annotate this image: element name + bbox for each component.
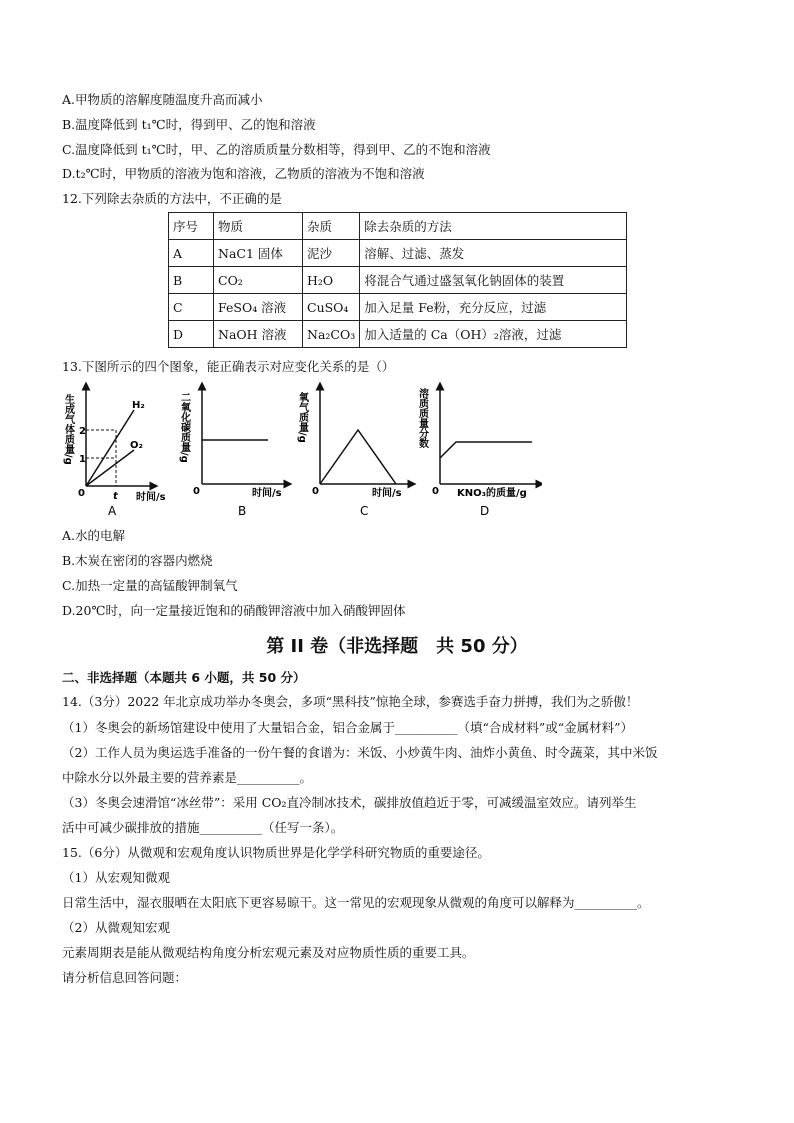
q14-line: 中除水分以外最主要的营养素是__________。 xyxy=(62,770,313,785)
q15-stem: 15.（6分）从微观和宏观角度认识物质世界是化学学科研究物质的重要途径。 xyxy=(62,845,490,860)
graph-a-series-label: H₂ xyxy=(132,400,145,411)
graph-b-origin: 0 xyxy=(193,486,200,497)
graph-a-origin: 0 xyxy=(78,488,85,499)
graph-d xyxy=(417,386,541,518)
graph-b xyxy=(179,386,289,518)
graph-a xyxy=(63,386,166,518)
graph-b-caption: B xyxy=(238,504,247,518)
table-cell: H₂O xyxy=(303,267,360,294)
graph-c-ylabel: 氧气质量/g xyxy=(296,392,308,443)
q13-option-d: D.20℃时，向一定量接近饱和的硝酸钾溶液中加入硝酸钾固体 xyxy=(62,603,406,618)
q14-line: （3）冬奥会速滑馆“冰丝带”：采用 CO₂直冷制冰技术，碳排放值趋近于零，可减缓温室效应。请列举生 xyxy=(62,795,637,810)
q14-stem: 14.（3分）2022 年北京成功举办冬奥会，多项“黑科技”惊艳全球，参赛选手奋力拼搏，我们为之骄傲！ xyxy=(62,694,639,709)
q12-table xyxy=(168,212,627,348)
table-cell: NaOH 溶液 xyxy=(214,321,303,348)
graph-c-xlabel: 时间/s xyxy=(372,488,402,499)
q13-option-a: A.水的电解 xyxy=(62,528,126,543)
graph-d-xlabel: KNO₃的质量/g xyxy=(457,488,527,499)
q13-option-c: C.加热一定量的高锰酸钾制氧气 xyxy=(62,578,238,593)
graph-c-line xyxy=(320,430,396,484)
table-row xyxy=(169,321,627,348)
part2-heading: 二、非选择题（本题共 6 小题，共 50 分） xyxy=(62,670,306,685)
graph-a-series-label: O₂ xyxy=(130,440,143,451)
q13-graphs xyxy=(62,378,542,518)
graph-c-caption: C xyxy=(360,504,369,518)
q15-line: 日常生活中，湿衣服晒在太阳底下更容易晾干。这一常见的宏观现象从微观的角度可以解释为__________。 xyxy=(62,895,650,910)
table-cell: NaC1 固体 xyxy=(214,240,303,267)
section-title: 第 II 卷（非选择题 共 50 分） xyxy=(266,636,528,657)
table-cell: 将混合气通过盛氢氧化钠固体的装置 xyxy=(360,267,627,294)
table-cell: C xyxy=(169,294,214,321)
graph-d-line xyxy=(440,442,532,458)
graph-c xyxy=(297,386,413,518)
graph-a-tick: 2 xyxy=(79,426,86,437)
q15-line: （2）从微观知宏观 xyxy=(62,920,170,935)
graph-c-origin: 0 xyxy=(312,486,319,497)
table-row xyxy=(169,240,627,267)
table-cell: CuSO₄ xyxy=(303,294,360,321)
table-cell: D xyxy=(169,321,214,348)
q11-option-c: C.温度降低到 t₁℃时，甲、乙的溶质质量分数相等，得到甲、乙的不饱和溶液 xyxy=(62,142,491,157)
graph-b-xlabel: 时间/s xyxy=(252,488,282,499)
table-row xyxy=(169,294,627,321)
q13-option-b: B.木炭在密闭的容器内燃烧 xyxy=(62,553,213,568)
table-cell: Na₂CO₃ xyxy=(303,321,360,348)
table-row xyxy=(169,267,627,294)
graph-a-caption: A xyxy=(108,504,117,518)
q11-option-b: B.温度降低到 t₁℃时，得到甲、乙的饱和溶液 xyxy=(62,117,316,132)
q13-stem: 13.下图所示的四个图象，能正确表示对应变化关系的是（） xyxy=(62,359,395,374)
q14-line: （2）工作人员为奥运选手准备的一份午餐的食谱为：米饭、小炒黄牛肉、油炸小黄鱼、时令蔬菜，其中米饭 xyxy=(62,745,658,760)
graph-a-xlabel: 时间/s xyxy=(136,492,166,503)
table-header: 物质 xyxy=(214,213,303,240)
q15-line: （1）从宏观知微观 xyxy=(62,870,170,885)
table-cell: FeSO₄ 溶液 xyxy=(214,294,303,321)
q14-line: 活中可减少碳排放的措施__________（任写一条）。 xyxy=(62,820,344,835)
graph-d-caption: D xyxy=(480,504,490,518)
table-cell: 泥沙 xyxy=(303,240,360,267)
table-cell: 溶解、过滤、蒸发 xyxy=(360,240,627,267)
graph-a-o2-line xyxy=(86,450,134,486)
graph-a-tick: t xyxy=(113,491,118,502)
graph-d-origin: 0 xyxy=(432,486,439,497)
table-header: 除去杂质的方法 xyxy=(360,213,627,240)
q14-line: （1）冬奥会的新场馆建设中使用了大量铝合金，铝合金属于__________（填“合成材料”或“金属材料”） xyxy=(62,720,634,735)
q15-line: 请分析信息回答问题： xyxy=(62,970,188,985)
table-cell: 加入适量的 Ca（OH）₂溶液，过滤 xyxy=(360,321,627,348)
graph-d-ylabel: 溶质质量分数 xyxy=(416,388,428,448)
graph-b-ylabel: 二氧化碳质量/g xyxy=(178,392,190,463)
table-header: 杂质 xyxy=(303,213,360,240)
table-header: 序号 xyxy=(169,213,214,240)
q11-option-a: A.甲物质的溶解度随温度升高而减小 xyxy=(62,92,263,107)
table-cell: 加入足量 Fe粉，充分反应，过滤 xyxy=(360,294,627,321)
table-header-row xyxy=(169,213,627,240)
table-cell: A xyxy=(169,240,214,267)
graph-a-tick: 1 xyxy=(79,454,86,465)
graph-a-h2-line xyxy=(86,410,134,486)
table-cell: CO₂ xyxy=(214,267,303,294)
q12-stem: 12.下列除去杂质的方法中，不正确的是 xyxy=(62,191,282,206)
q15-line: 元素周期表是能从微观结构角度分析宏观元素及对应物质性质的重要工具。 xyxy=(62,945,475,960)
graph-a-ylabel: 生成气体质量/g xyxy=(62,394,74,465)
table-cell: B xyxy=(169,267,214,294)
q11-option-d: D.t₂℃时，甲物质的溶液为饱和溶液，乙物质的溶液为不饱和溶液 xyxy=(62,166,425,181)
